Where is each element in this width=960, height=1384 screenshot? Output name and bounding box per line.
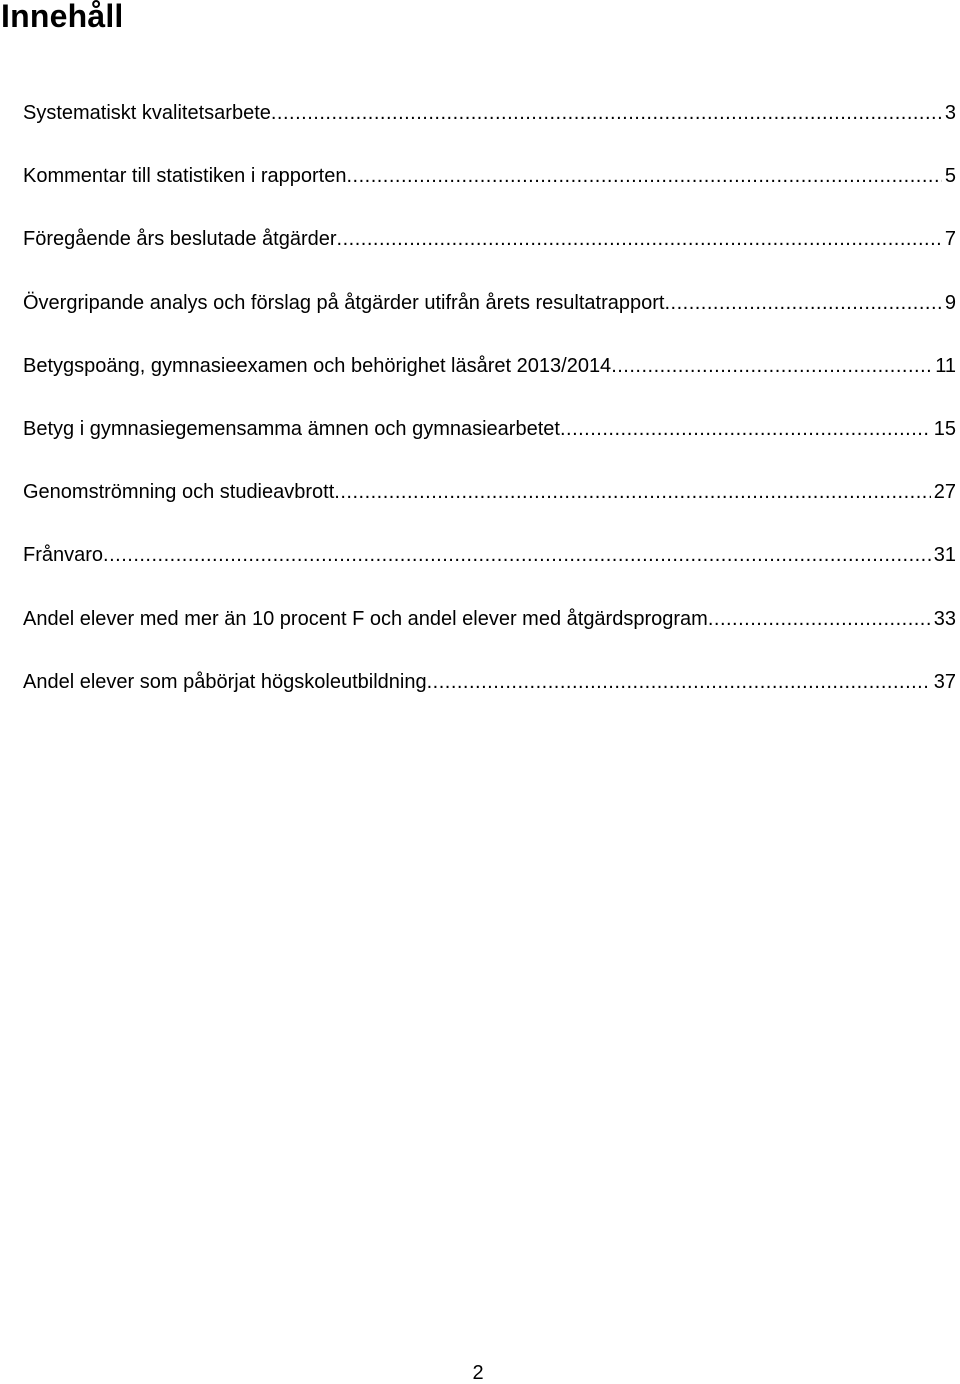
toc-entry-page: 15 bbox=[933, 417, 956, 440]
toc-entry-title: Frånvaro bbox=[23, 544, 104, 567]
page-number: 2 bbox=[472, 1362, 484, 1384]
toc-dot-leader bbox=[346, 161, 941, 191]
toc-entry-kommentar-statistiken[interactable] bbox=[23, 161, 956, 224]
toc-entry-title: Betyg i gymnasiegemensamma ämnen och gymnasiearbetet bbox=[23, 417, 560, 440]
toc-entry-title: Andel elever som påbörjat högskoleutbildning bbox=[23, 670, 427, 693]
toc-entry-title: Föregående års beslutade åtgärder bbox=[23, 228, 337, 251]
toc-entry-title: Genomströmning och studieavbrott bbox=[23, 481, 335, 504]
toc-entry-page: 5 bbox=[944, 165, 956, 188]
toc-dot-leader bbox=[334, 477, 930, 507]
toc-entry-title: Systematiskt kvalitetsarbete bbox=[23, 102, 271, 124]
toc-entry-page: 31 bbox=[933, 544, 956, 567]
toc-entry-betyg-gymnasiegemensamma[interactable] bbox=[23, 414, 956, 477]
toc-entry-page: 27 bbox=[933, 481, 956, 504]
toc-entry-page: 7 bbox=[944, 228, 956, 251]
toc-entry-systematiskt-kvalitetsarbete[interactable] bbox=[23, 98, 956, 161]
toc-entry-page: 33 bbox=[933, 607, 956, 630]
toc-entry-andel-elever-f-atgardsprogram[interactable] bbox=[23, 604, 956, 667]
toc-entry-overgripande-analys[interactable] bbox=[23, 288, 956, 351]
toc-entry-page: 37 bbox=[933, 670, 956, 693]
toc-entry-page: 11 bbox=[935, 354, 956, 377]
toc-entry-title: Kommentar till statistiken i rapporten bbox=[23, 165, 347, 188]
toc-entry-foregaende-ars-atgarder[interactable] bbox=[23, 224, 956, 287]
toc-dot-leader bbox=[337, 224, 942, 254]
toc-entry-genomstromning[interactable] bbox=[23, 477, 956, 540]
toc-entry-title: Andel elever med mer än 10 procent F och andel elever med åtgärdsprogram bbox=[23, 607, 708, 630]
toc-entry-title: Övergripande analys och förslag på åtgärder utifrån årets resultatrapport bbox=[23, 291, 665, 314]
toc-dot-leader bbox=[103, 540, 931, 570]
toc-dot-leader bbox=[664, 288, 941, 318]
toc-entry-title: Betygspoäng, gymnasieexamen och behörighet läsåret 2013/2014 bbox=[23, 354, 612, 377]
toc-entry-page: 9 bbox=[944, 291, 956, 314]
toc-dot-leader bbox=[560, 414, 931, 444]
toc-dot-leader bbox=[271, 98, 942, 128]
page-title: Innehåll bbox=[1, 0, 124, 34]
toc-dot-leader bbox=[427, 667, 931, 697]
toc-entry-andel-elever-hogskoleutbildning[interactable] bbox=[23, 667, 956, 730]
table-of-contents bbox=[23, 98, 956, 730]
toc-dot-leader bbox=[708, 604, 931, 634]
toc-entry-franvaro[interactable] bbox=[23, 540, 956, 603]
toc-dot-leader bbox=[611, 351, 932, 381]
toc-entry-page: 3 bbox=[944, 102, 956, 124]
toc-entry-betygspoang[interactable] bbox=[23, 351, 956, 414]
